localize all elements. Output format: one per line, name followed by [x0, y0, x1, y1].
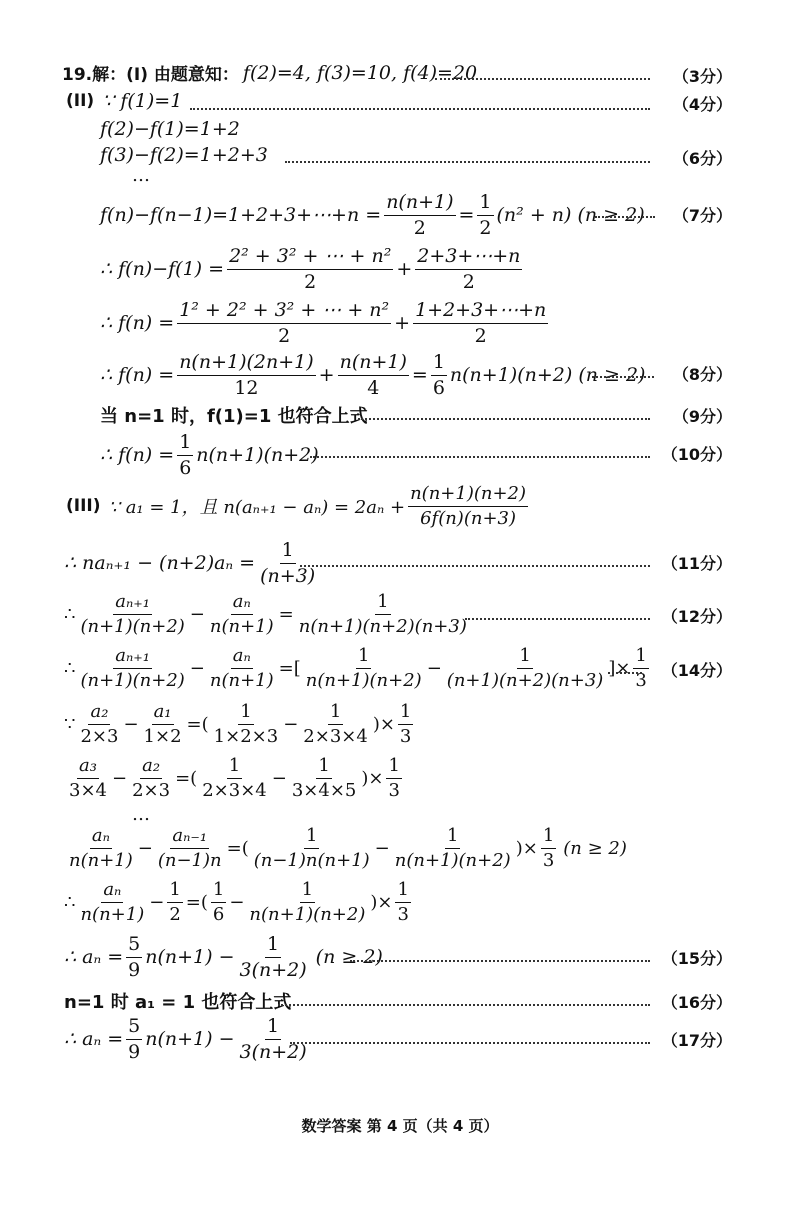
- fraction: $\frac{\text{aₙ₊₁}}{(n+1)(n+2)}$: [80, 645, 185, 691]
- fraction: $\frac{1}{3(n+2)}$: [239, 933, 307, 981]
- fraction: $\frac{\text{aₙ}}{n(n+1)}$: [209, 591, 274, 637]
- fraction: $\frac{\text{aₙ₊₁}}{(n+1)(n+2)}$: [80, 591, 185, 637]
- score-7: （7分）: [672, 206, 732, 225]
- fraction: $\frac{1+2+3+\cdots+n}{2}$: [415, 299, 547, 347]
- ellipsis: …: [132, 804, 150, 825]
- fraction: $\frac{2+3+\cdots+n}{2}$: [417, 245, 521, 293]
- dot-leader: [435, 78, 650, 80]
- part1-result: f(2)=4, f(3)=10, f(4)=20: [242, 61, 478, 84]
- ellipsis: …: [132, 165, 150, 186]
- fraction: $\frac{1}{6}$: [212, 879, 225, 925]
- fraction: $\frac{\text{aₙ₋₁}}{(n-1)n}$: [157, 825, 222, 871]
- fraction: $\frac{1}{2\times 3\times 4}$: [303, 701, 368, 747]
- dot-leader: [310, 456, 650, 458]
- part3-since-line: (III) ∵ a₁ = 1，且 n(aₙ₊₁ − aₙ) = 2aₙ + $\frac{n(n+1)(n+2)}{6f(n)(n+3)}$: [66, 483, 527, 529]
- fraction: $\frac{n(n+1)(2n+1)}{12}$: [179, 351, 314, 399]
- part1-label: (I) 由题意知：: [126, 65, 239, 85]
- eq3-lhs: f(n)−f(n−1)=1+2+3+⋯+n =: [100, 204, 382, 227]
- part2-eq7: 当 n=1 时，f(1)=1 也符合上式: [100, 406, 368, 427]
- part1-line: [62, 60, 477, 85]
- fraction: $\frac{1}{n(n+1)(n+2)}$: [249, 879, 366, 925]
- part3-step3: ∴ $\frac{\text{aₙ₊₁}}{(n+1)(n+2)}$ − $\frac{\text{aₙ}}{n(n+1)}$ =[ $\frac{1}{n(n+1)(n+2)}$ − $\frac{1}{(n+1)(n+2)(n+3)}$ ]× $\frac{1}{3}$: [64, 645, 647, 691]
- dot-leader: [300, 565, 650, 567]
- page-footer: 数学答案 第 4 页（共 4 页）: [301, 1117, 499, 1135]
- eq3-rest: (n² + n) (n ≥ 2): [496, 204, 645, 227]
- dot-leader: [285, 161, 650, 163]
- fraction: $\frac{1}{2}$: [169, 879, 181, 925]
- dot-leader: [592, 376, 654, 378]
- fraction: $\frac{5}{9}$: [128, 1015, 141, 1063]
- part2-eq8: ∴ f(n) = $\frac{1}{6}$ n(n+1)(n+2): [100, 431, 319, 479]
- part3-step9: n=1 时 a₁ = 1 也符合上式: [64, 992, 292, 1013]
- dot-leader: [278, 1004, 650, 1006]
- fraction: $\frac{1}{3}$: [635, 645, 647, 691]
- fraction: $\frac{1}{3}$: [542, 825, 555, 871]
- fraction: $\frac{1}{3(n+2)}$: [239, 1015, 307, 1063]
- fraction: $\frac{\text{aₙ}}{n(n+1)}$: [69, 825, 133, 871]
- part2-eq4: ∴ f(n)−f(1) = $\frac{\text{2² + 3² + ⋯ + n²}}{2}$ + $\frac{2+3+\cdots+n}{2}$: [100, 245, 521, 293]
- fraction: $\frac{\text{a₂}}{2\times 3}$: [132, 755, 171, 801]
- part3-step7: ∴ $\frac{\text{aₙ}}{n(n+1)}$ − $\frac{1}{2}$ =( $\frac{1}{6}$ − $\frac{1}{n(n+1)(n+2)}$ )× $\frac{1}{3}$: [64, 879, 409, 925]
- score-16: （16分）: [661, 993, 732, 1012]
- part2-since-line: [66, 90, 182, 112]
- fraction: $\frac{1}{2}$: [479, 191, 492, 239]
- part3-step10: ∴ aₙ = $\frac{5}{9}$ n(n+1) − $\frac{1}{3(n+2)}$: [64, 1015, 307, 1063]
- fraction: $\frac{\text{a₃}}{3\times 4}$: [69, 755, 107, 801]
- part3-step2: ∴ $\frac{\text{aₙ₊₁}}{(n+1)(n+2)}$ − $\frac{\text{aₙ}}{n(n+1)}$ = $\frac{1}{n(n+1)(n+2)(n+3)}$: [64, 591, 467, 637]
- score-12: （12分）: [661, 607, 732, 626]
- score-9: （9分）: [672, 407, 732, 426]
- dot-leader: [190, 108, 650, 110]
- dot-leader: [350, 960, 650, 962]
- score-8: （8分）: [672, 365, 732, 384]
- score-17: （17分）: [661, 1031, 732, 1050]
- part3-label: (III): [66, 496, 101, 517]
- part2-eq6: ∴ f(n) = $\frac{n(n+1)(2n+1)}{12}$ + $\frac{n(n+1)}{4}$ = $\frac{1}{6}$ n(n+1)(n+2) (n ≥ 2): [100, 351, 646, 399]
- part3-step4: ∵ $\frac{\text{a₂}}{2\times 3}$ − $\frac{\text{a₁}}{1\times 2}$ =( $\frac{1}{1\times 2\times 3}$ − $\frac{1}{2\times 3\times 4}$ )× $\frac{1}{3}$: [64, 701, 412, 747]
- dot-leader: [465, 618, 650, 620]
- fraction: $\frac{1}{1\times 2\times 3}$: [213, 701, 279, 747]
- fraction: $\frac{n(n+1)}{4}$: [339, 351, 407, 399]
- score-10: （10分）: [661, 445, 732, 464]
- fraction: $\frac{1}{n(n+1)(n+2)}$: [394, 825, 511, 871]
- score-4: （4分）: [672, 95, 732, 114]
- fraction: $\frac{\text{2² + 3² + ⋯ + n²}}{2}$: [229, 245, 392, 293]
- dot-leader: [608, 672, 642, 674]
- part2-eq3: f(n)−f(n−1)=1+2+3+⋯+n = $\frac{n(n+1)}{2}$ = $\frac{1}{2}$ (n² + n) (n ≥ 2): [100, 191, 645, 239]
- fraction: $\frac{5}{9}$: [128, 933, 141, 981]
- fraction: $\frac{\text{a₁}}{1\times 2}$: [143, 701, 182, 747]
- fraction: $\frac{1}{3}$: [388, 755, 400, 801]
- score-14: （14分）: [661, 661, 732, 680]
- fraction: $\frac{1}{n(n+1)(n+2)(n+3)}$: [298, 591, 467, 637]
- fraction: $\frac{n(n+1)}{2}$: [386, 191, 454, 239]
- part3-step6: $\frac{\text{aₙ}}{n(n+1)}$ − $\frac{\text{aₙ₋₁}}{(n-1)n}$ =( $\frac{1}{(n-1)n(n+1)}$ − $\frac{1}{n(n+1)(n+2)}$ )× $\frac{1}{3}$ (n ≥ 2): [69, 825, 627, 871]
- score-6: （6分）: [672, 149, 732, 168]
- fraction: $\frac{1}{2\times 3\times 4}$: [202, 755, 267, 801]
- part2-eq2: f(3)−f(2)=1+2+3: [100, 144, 268, 166]
- part2-eq5: ∴ f(n) = $\frac{\text{1² + 2² + 3² + ⋯ + n²}}{2}$ + $\frac{1+2+3+\cdots+n}{2}$: [100, 299, 547, 347]
- dot-leader: [595, 216, 655, 218]
- fraction: $\frac{1}{6}$: [179, 431, 192, 479]
- part2-label: (II): [66, 91, 95, 111]
- part2-eq1: f(2)−f(1)=1+2: [100, 118, 240, 140]
- part3-step8: ∴ aₙ = $\frac{5}{9}$ n(n+1) − $\frac{1}{3(n+2)}$ (n ≥ 2): [64, 933, 383, 981]
- fraction: $\frac{\text{a₂}}{2\times 3}$: [80, 701, 119, 747]
- dot-leader: [290, 1042, 650, 1044]
- problem-number: 19.解：: [62, 65, 127, 85]
- dot-leader: [358, 418, 650, 420]
- part3-step1: ∴ naₙ₊₁ − (n+2)aₙ = $\frac{1}{(n+3)}$: [64, 539, 316, 587]
- part3-step5: $\frac{\text{a₃}}{3\times 4}$ − $\frac{\text{a₂}}{2\times 3}$ =( $\frac{1}{2\times 3\times 4}$ − $\frac{1}{3\times 4\times 5}$ )× $\frac{1}{3}$: [69, 755, 400, 801]
- fraction: $\frac{n(n+1)(n+2)}{6f(n)(n+3)}$: [410, 483, 527, 529]
- fraction: $\frac{1}{(n+1)(n+2)(n+3)}$: [446, 645, 604, 691]
- score-15: （15分）: [661, 949, 732, 968]
- fraction: $\frac{1}{n(n+1)(n+2)}$: [305, 645, 422, 691]
- score-11: （11分）: [661, 554, 732, 573]
- fraction: $\frac{1}{3}$: [397, 879, 409, 925]
- fraction: $\frac{\text{1² + 2² + 3² + ⋯ + n²}}{2}$: [179, 299, 390, 347]
- fraction: $\frac{1}{(n+3)}$: [260, 539, 316, 587]
- part2-since: ∵ f(1)=1: [102, 90, 183, 112]
- fraction: $\frac{1}{6}$: [432, 351, 445, 399]
- fraction: $\frac{\text{aₙ}}{n(n+1)}$: [80, 879, 145, 925]
- fraction: $\frac{\text{aₙ}}{n(n+1)}$: [209, 645, 274, 691]
- fraction: $\frac{1}{3\times 4\times 5}$: [291, 755, 357, 801]
- fraction: $\frac{1}{3}$: [399, 701, 412, 747]
- score-3: （3分）: [672, 67, 732, 86]
- fraction: $\frac{1}{(n-1)n(n+1)}$: [253, 825, 370, 871]
